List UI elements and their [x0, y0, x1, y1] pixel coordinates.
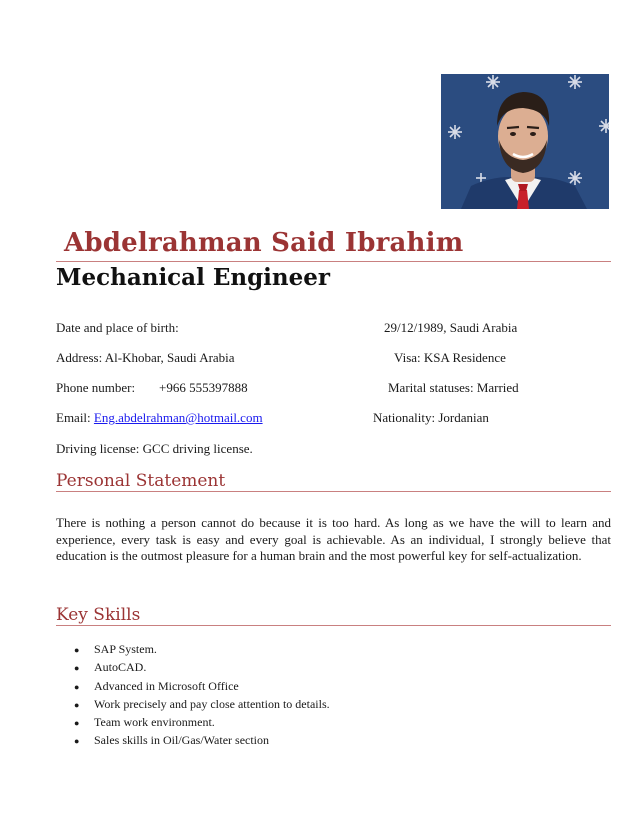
- email-link[interactable]: Eng.abdelrahman@hotmail.com: [93, 410, 263, 425]
- name-divider: [56, 261, 611, 262]
- phone-value: +966 555397888: [159, 380, 248, 395]
- skill-text: Team work environment.: [94, 715, 215, 730]
- profile-photo-illustration: [441, 74, 609, 209]
- skill-text: Work precisely and pay close attention to details.: [94, 696, 330, 711]
- email-row: [56, 410, 263, 426]
- personal-statement-text: There is nothing a person cannot do because it is too hard. As long as we have the will to learn and experience, every task is easy and every goal is achievable. As an individual, I strongly believe that education is the outmost pleasure for a human brain and the most powerful key for self-actualization.: [56, 515, 611, 563]
- profile-photo: [441, 74, 609, 209]
- key-skills-divider: [56, 625, 611, 626]
- dob-value: 29/12/1989, Saudi Arabia: [384, 320, 518, 335]
- list-item: [74, 731, 330, 749]
- bullet-icon: ●: [74, 699, 80, 710]
- personal-statement-divider: [56, 491, 611, 492]
- phone-label: Phone number:: [56, 380, 136, 395]
- list-item: [74, 640, 330, 658]
- driving-license-text: Driving license: GCC driving license.: [56, 441, 253, 456]
- bullet-icon: ●: [74, 736, 80, 747]
- address-text: Address: Al-Khobar, Saudi Arabia: [56, 350, 235, 365]
- candidate-name: Abdelrahman Said Ibrahim: [64, 228, 464, 258]
- nationality-text: Nationality: Jordanian: [373, 410, 489, 425]
- bullet-icon: ●: [74, 645, 80, 655]
- bullet-icon: ●: [74, 663, 80, 674]
- visa-text: Visa: KSA Residence: [394, 350, 506, 365]
- marital-status: Marital statuses: Married: [388, 380, 519, 395]
- skill-text: AutoCAD.: [94, 660, 147, 675]
- dob-label: Date and place of birth:: [56, 320, 179, 335]
- skill-text: SAP System.: [94, 642, 157, 656]
- email-label: Email:: [56, 410, 91, 425]
- skills-list: [74, 640, 330, 750]
- skill-text: Sales skills in Oil/Gas/Water section: [94, 733, 270, 748]
- list-item: [74, 658, 330, 676]
- list-item: [74, 713, 330, 731]
- bullet-icon: ●: [74, 718, 80, 729]
- list-item: [74, 677, 330, 695]
- job-title: Mechanical Engineer: [56, 264, 331, 291]
- key-skills-heading: Key Skills: [56, 605, 141, 625]
- bullet-icon: ●: [74, 681, 80, 692]
- skill-text: Advanced in Microsoft Office: [94, 678, 239, 693]
- list-item: [74, 695, 330, 713]
- personal-statement-heading: Personal Statement: [56, 471, 226, 491]
